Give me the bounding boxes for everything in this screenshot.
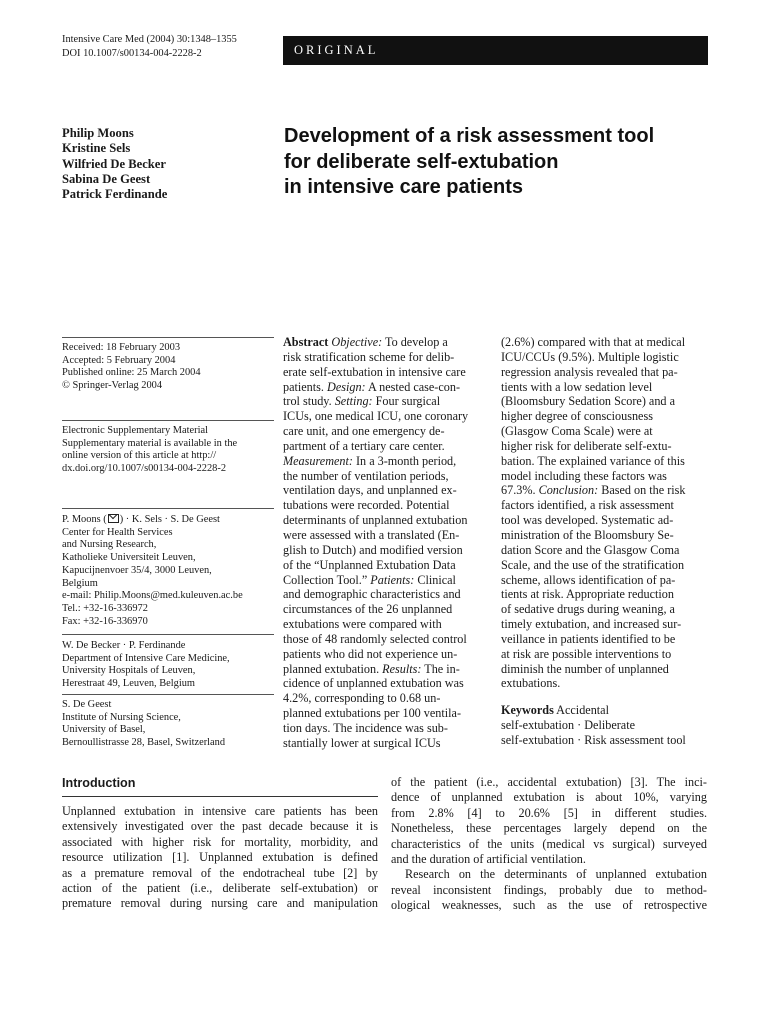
abstract-text: care unit, and one emergency de- bbox=[283, 424, 445, 439]
abstract-text: trol study. bbox=[283, 394, 335, 409]
affiliation-divider bbox=[62, 634, 274, 635]
affiliation-author-text: ) · K. Sels · S. De Geest bbox=[119, 514, 220, 525]
abstract-line bbox=[283, 365, 488, 380]
abstract-line bbox=[283, 587, 488, 602]
abstract-line bbox=[283, 380, 488, 395]
received-date: Received: 18 February 2003 bbox=[62, 342, 181, 353]
abstract-line bbox=[283, 513, 488, 528]
esm-top-rule bbox=[62, 420, 274, 421]
keywords-line bbox=[501, 703, 686, 718]
abstract-label: Abstract bbox=[283, 335, 329, 349]
abstract-line bbox=[283, 409, 488, 424]
supplementary-material-note bbox=[62, 425, 274, 476]
abstract-line bbox=[501, 632, 709, 647]
abstract-text: ICUs, one medical ICU, one coronary bbox=[283, 409, 469, 424]
title-line: in intensive care patients bbox=[284, 176, 523, 198]
abstract-line bbox=[501, 454, 709, 469]
abstract-line bbox=[283, 424, 488, 439]
esm-line: dx.doi.org/10.1007/s00134-004-2228-2 bbox=[62, 463, 227, 475]
abstract-text: of the “Unplanned Extubation Data bbox=[283, 557, 456, 572]
abstract-line bbox=[501, 365, 709, 380]
abstract-line bbox=[283, 721, 488, 736]
abstract-line bbox=[283, 662, 488, 677]
abstract-text: the number of ventilation periods, bbox=[283, 468, 449, 483]
abstract-text: A nested case-con- bbox=[365, 379, 461, 394]
abstract-text: stantially lower at surgical ICUs bbox=[283, 735, 441, 750]
abstract-text: bation. The explained variance of this bbox=[501, 453, 685, 468]
email-line: e-mail: Philip.Moons@med.kuleuven.ac.be bbox=[62, 590, 243, 602]
affiliations-top-rule bbox=[62, 508, 274, 509]
abstract-subheading: Conclusion: bbox=[538, 483, 599, 498]
body-line: dence of unplanned extubation is about 10%, varying bbox=[391, 790, 707, 805]
introduction-column-2 bbox=[391, 775, 707, 914]
introduction-rule bbox=[62, 796, 378, 797]
abstract-text: higher risk for deliberate self-extu- bbox=[501, 438, 672, 453]
body-line: characteristics of the units (medical vs surgical) surveyed bbox=[391, 836, 707, 851]
abstract-text: and demographic characteristics and bbox=[283, 587, 461, 602]
abstract-line bbox=[501, 528, 709, 543]
abstract-text: tion days. The incidence was sub- bbox=[283, 720, 448, 735]
abstract-text: tients at risk. Appropriate reduction bbox=[501, 587, 674, 602]
abstract-text: at risk are possible interventions to bbox=[501, 646, 672, 661]
abstract-line bbox=[501, 394, 709, 409]
abstract-line bbox=[283, 632, 488, 647]
abstract-text: extubations were compared with bbox=[283, 617, 442, 632]
title-line: for deliberate self-extubation bbox=[284, 150, 559, 173]
body-line: extensively investigated over the past decade because it is bbox=[62, 819, 378, 834]
abstract-line bbox=[283, 498, 488, 513]
abstract-text: erate self-extubation in intensive care bbox=[283, 364, 466, 379]
affiliation-authors: W. De Becker · P. Ferdinande bbox=[62, 640, 186, 651]
abstract-line bbox=[501, 602, 709, 617]
body-line: ological weaknesses, such as the use of retrospective bbox=[391, 898, 707, 913]
abstract-line bbox=[283, 469, 488, 484]
author-name: Sabina De Geest bbox=[62, 171, 151, 186]
abstract-text: Clinical bbox=[414, 572, 456, 587]
affiliation-block-3 bbox=[62, 699, 274, 750]
affiliation-line: University Hospitals of Leuven, bbox=[62, 665, 196, 677]
abstract-text: veillance in patients identified to be bbox=[501, 631, 676, 646]
body-line: Nonetheless, these percentages largely depend on the bbox=[391, 821, 707, 836]
copyright: © Springer-Verlag 2004 bbox=[62, 380, 163, 392]
abstract-line bbox=[501, 543, 709, 558]
body-line: resource utilization [1]. Unplanned extubation is defined bbox=[62, 850, 378, 865]
abstract-subheading: Patients: bbox=[370, 572, 415, 587]
keyword-text: Accidental bbox=[553, 703, 609, 717]
abstract-line bbox=[501, 617, 709, 632]
abstract-line bbox=[501, 409, 709, 424]
author-name: Wilfried De Becker bbox=[62, 156, 166, 171]
abstract-line bbox=[283, 394, 488, 409]
affiliation-line: Center for Health Services bbox=[62, 526, 173, 538]
introduction-heading: Introduction bbox=[62, 776, 136, 790]
abstract-text: dation Score and the Glasgow Coma bbox=[501, 542, 680, 557]
abstract-text: extubations. bbox=[501, 676, 561, 691]
accepted-date: Accepted: 5 February 2004 bbox=[62, 354, 176, 366]
abstract-line bbox=[501, 483, 709, 498]
abstract-line bbox=[283, 335, 488, 350]
keywords-label: Keywords bbox=[501, 703, 554, 717]
body-line: and the duration of artificial ventilation. bbox=[391, 852, 586, 867]
abstract-line bbox=[501, 676, 709, 691]
abstract-text: tool was developed. Systematic ad- bbox=[501, 513, 674, 528]
abstract-line bbox=[501, 573, 709, 588]
affiliation-line: Katholieke Universiteit Leuven, bbox=[62, 552, 196, 564]
abstract-line bbox=[501, 513, 709, 528]
abstract-line bbox=[501, 558, 709, 573]
affiliation-line: Kapucijnenvoer 35/4, 3000 Leuven, bbox=[62, 564, 212, 576]
publication-dates bbox=[62, 342, 274, 393]
abstract-line bbox=[501, 647, 709, 662]
abstract-subheading: Results: bbox=[382, 661, 422, 676]
body-line: premature removal during nursing care and manipulation bbox=[62, 896, 378, 911]
abstract-line bbox=[283, 558, 488, 573]
abstract-subheading: Design: bbox=[327, 379, 366, 394]
abstract-text: risk stratification scheme for delib- bbox=[283, 349, 455, 364]
abstract-text: planned extubations per 100 ventila- bbox=[283, 706, 462, 721]
abstract-text: diminish the number of unplanned bbox=[501, 661, 669, 676]
abstract-text: In a 3-month period, bbox=[352, 453, 457, 468]
title-line: Development of a risk assessment tool bbox=[284, 125, 655, 147]
affiliation-line: Department of Intensive Care Medicine, bbox=[62, 652, 230, 664]
abstract-line bbox=[283, 706, 488, 721]
abstract-column-1 bbox=[283, 335, 488, 751]
affiliation-block-1 bbox=[62, 514, 274, 628]
abstract-text: ICU/CCUs (9.5%). Multiple logistic bbox=[501, 349, 679, 364]
affiliation-line: Herestraat 49, Leuven, Belgium bbox=[62, 678, 196, 690]
abstract-line bbox=[501, 662, 709, 677]
abstract-line bbox=[283, 736, 488, 751]
body-line: from 2.8% [4] to 20.6% [5] in different studies. bbox=[391, 805, 707, 820]
introduction-column-1 bbox=[62, 804, 378, 912]
abstract-text: ministration of the Bloomsbury Se- bbox=[501, 527, 674, 542]
citation-line: Intensive Care Med (2004) 30:1348–1355 bbox=[62, 34, 237, 45]
abstract-text: partment of a tertiary care center. bbox=[283, 438, 445, 453]
abstract-text: 4.2%, corresponding to 0.68 un- bbox=[283, 691, 441, 706]
author-name: Kristine Sels bbox=[62, 141, 131, 156]
abstract-text: planned extubation. bbox=[283, 661, 383, 676]
section-banner bbox=[283, 36, 708, 65]
doi-line: DOI 10.1007/s00134-004-2228-2 bbox=[62, 47, 202, 59]
abstract-text: scheme, allows identification of pa- bbox=[501, 572, 676, 587]
affiliation-line: Institute of Nursing Science, bbox=[62, 711, 181, 723]
affiliation-divider bbox=[62, 694, 274, 695]
body-line: Research on the determinants of unplanned extubation bbox=[405, 867, 707, 882]
affiliation-line: and Nursing Research, bbox=[62, 539, 157, 551]
abstract-text: tubations were recorded. Potential bbox=[283, 498, 450, 513]
abstract-line bbox=[501, 469, 709, 484]
body-line: reveal inconsistent findings, probably due to method- bbox=[391, 882, 707, 897]
abstract-line bbox=[283, 647, 488, 662]
affiliation-author-text: P. Moons ( bbox=[62, 514, 107, 525]
abstract-text: (Glasgow Coma Scale) were at bbox=[501, 424, 653, 439]
abstract-text: The in- bbox=[421, 661, 460, 676]
abstract-line bbox=[501, 587, 709, 602]
dates-top-rule bbox=[62, 337, 274, 338]
abstract-text: (Bloomsbury Sedation Score) and a bbox=[501, 394, 675, 409]
abstract-subheading: Setting: bbox=[334, 394, 373, 409]
abstract-text: Four surgical bbox=[372, 394, 441, 409]
abstract-line bbox=[501, 424, 709, 439]
abstract-text: of sedative drugs during weaning, a bbox=[501, 602, 675, 617]
esm-line: online version of this article at http:// bbox=[62, 450, 217, 462]
abstract-text: cidence of unplanned extubation was bbox=[283, 676, 464, 691]
affiliation-line: University of Basel, bbox=[62, 724, 146, 736]
abstract-text: To develop a bbox=[382, 335, 448, 349]
abstract-text: patients. bbox=[283, 379, 328, 394]
section-label: ORIGINAL bbox=[294, 43, 379, 57]
article-title bbox=[284, 124, 704, 201]
abstract-text: timely extubation, and increased sur- bbox=[501, 617, 682, 632]
envelope-icon bbox=[108, 514, 119, 523]
author-name: Philip Moons bbox=[62, 126, 134, 140]
affiliation-authors bbox=[62, 514, 274, 527]
abstract-line bbox=[501, 335, 709, 350]
abstract-text: regression analysis revealed that pa- bbox=[501, 364, 678, 379]
abstract-line bbox=[283, 483, 488, 498]
abstract-text: those of 48 randomly selected control bbox=[283, 631, 467, 646]
abstract-text: were assessed with a translated (En- bbox=[283, 527, 460, 542]
abstract-text: higher degree of consciousness bbox=[501, 409, 653, 424]
abstract-subheading: Measurement: bbox=[283, 453, 353, 468]
abstract-line bbox=[501, 380, 709, 395]
keyword-text: self-extubation · Deliberate bbox=[501, 717, 636, 732]
abstract-text: (2.6%) compared with that at medical bbox=[501, 335, 686, 349]
abstract-text: determinants of unplanned extubation bbox=[283, 513, 468, 528]
abstract-line bbox=[501, 350, 709, 365]
abstract-text: 67.3%. bbox=[501, 483, 539, 498]
phone-line: Tel.: +32-16-336972 bbox=[62, 602, 148, 614]
abstract-line bbox=[283, 350, 488, 365]
abstract-text: patients who did not experience un- bbox=[283, 646, 458, 661]
abstract-text: circumstances of the 26 unplanned bbox=[283, 602, 453, 617]
abstract-line bbox=[283, 454, 488, 469]
author-name: Patrick Ferdinande bbox=[62, 187, 168, 202]
body-line: action of the patient (i.e., deliberate self-extubation) or bbox=[62, 881, 378, 896]
abstract-text: glish to Dutch) and modified version bbox=[283, 542, 463, 557]
abstract-text: model including these factors was bbox=[501, 468, 667, 483]
affiliation-authors: S. De Geest bbox=[62, 699, 112, 710]
affiliation-block-2 bbox=[62, 640, 274, 691]
published-date: Published online: 25 March 2004 bbox=[62, 367, 201, 379]
abstract-text: factors identified, a risk assessment bbox=[501, 498, 674, 513]
abstract-line bbox=[283, 543, 488, 558]
abstract-line bbox=[283, 439, 488, 454]
abstract-text: ventilation days, and unplanned ex- bbox=[283, 483, 457, 498]
journal-citation bbox=[62, 33, 237, 60]
abstract-text: tients with a low sedation level bbox=[501, 379, 653, 394]
abstract-text: Scale, and the use of the stratification bbox=[501, 557, 685, 572]
abstract-line bbox=[283, 617, 488, 632]
body-line: Unplanned extubation in intensive care patients has been bbox=[62, 804, 378, 818]
abstract-text: Collection Tool.” bbox=[283, 572, 371, 587]
author-list bbox=[62, 126, 167, 202]
abstract-line bbox=[501, 439, 709, 454]
affiliation-line: Bernoullistrasse 28, Basel, Switzerland bbox=[62, 737, 226, 749]
esm-heading: Electronic Supplementary Material bbox=[62, 425, 208, 436]
affiliation-line: Belgium bbox=[62, 577, 98, 589]
abstract-line bbox=[501, 498, 709, 513]
keyword-text: self-extubation · Risk assessment tool bbox=[501, 732, 686, 747]
esm-line: Supplementary material is available in the bbox=[62, 437, 238, 449]
body-line: of the patient (i.e., accidental extubation) [3]. The inci- bbox=[391, 775, 707, 789]
abstract-text: Based on the risk bbox=[598, 483, 686, 498]
abstract-line bbox=[283, 602, 488, 617]
abstract-line bbox=[283, 528, 488, 543]
body-line: as a premature removal of the endotracheal tube [2] by bbox=[62, 865, 378, 880]
keywords-block bbox=[501, 703, 686, 748]
abstract-line bbox=[283, 691, 488, 706]
abstract-line bbox=[283, 676, 488, 691]
fax-line: Fax: +32-16-336970 bbox=[62, 615, 148, 627]
abstract-column-2 bbox=[501, 335, 709, 691]
body-line: associated with higher risk for mortality, morbidity, and bbox=[62, 834, 378, 849]
abstract-line bbox=[283, 573, 488, 588]
abstract-subheading: Objective: bbox=[331, 335, 383, 349]
